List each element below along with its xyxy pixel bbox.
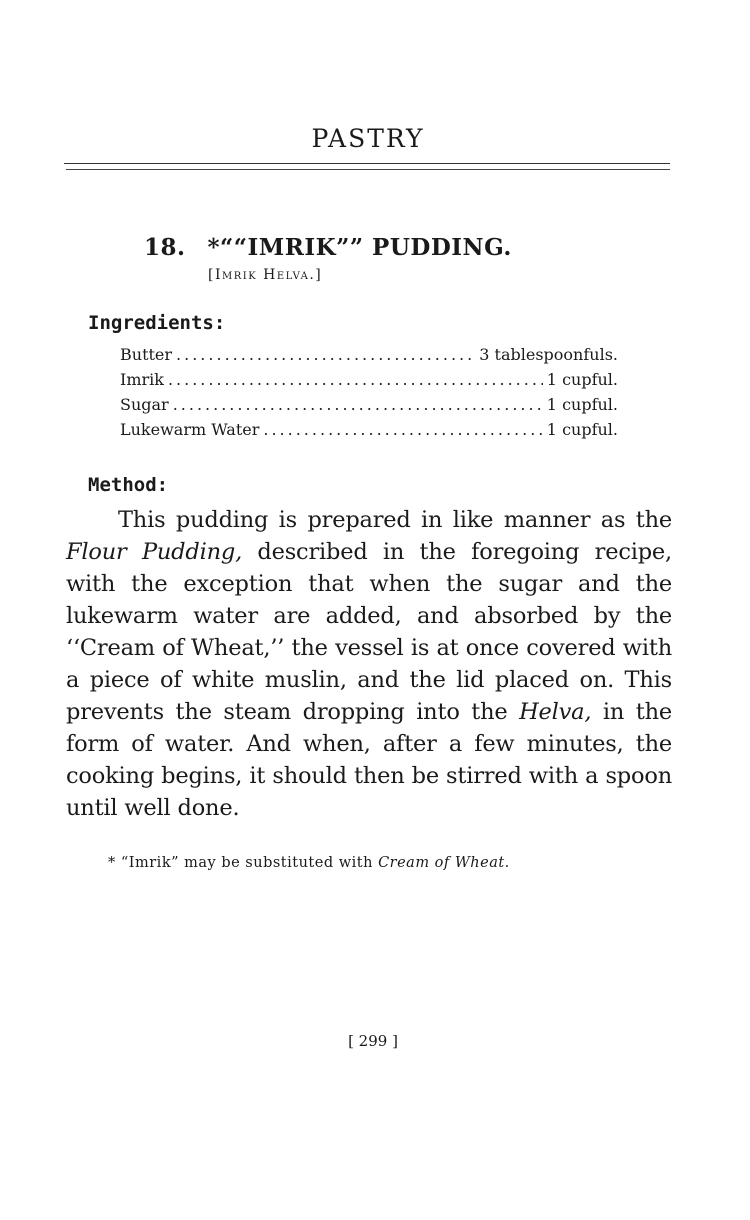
recipe-title [144,234,512,261]
method-heading: Method: [88,474,169,496]
method-italic-term: Helva, [519,699,592,725]
method-text-part: described in the foregoing recipe, with the exception that when the sugar and the lukewarm water are added, and absorbed by the ‘‘Cream of Wheat,’’ the vessel is at once covered with a piece of white muslin, and the lid placed on. This prevents the steam dropping into the [66,539,672,725]
ingredient-amount: 1 cupful. [546,370,618,389]
ingredients-list [120,345,618,445]
ingredient-item [120,420,618,445]
ingredient-amount: 1 cupful. [546,420,618,439]
ingredient-item [120,370,618,395]
ingredient-item [120,395,618,420]
ingredient-name: Lukewarm Water [120,420,260,439]
leader-dots [173,395,543,414]
header-rule-top [64,163,670,164]
recipe-subtitle: [Imrik Helva.] [208,267,323,283]
leader-dots [176,345,475,364]
method-paragraph [66,504,672,824]
method-text-part: This pudding is prepared in like manner as the [118,507,672,533]
footnote-text: * “Imrik” may be substituted with [108,855,379,871]
ingredient-item [120,345,618,370]
recipe-number: 18. [144,234,186,261]
header-rule-bottom [66,169,670,170]
ingredients-heading: Ingredients: [88,312,226,334]
footnote-italic: Cream of Wheat. [378,855,510,871]
method-text-part: in the form of water. And when, after a few minutes, the cooking begins, it should then be stirred with a spoon until well done. [66,699,672,821]
ingredient-amount: 3 tablespoonfuls. [479,345,618,364]
footnote [108,855,510,871]
recipe-name: *““IMRIK”” PUDDING. [207,234,512,261]
leader-dots [168,370,543,389]
page-number: [ 299 ] [348,1032,398,1050]
method-italic-term: Flour Pudding, [66,539,243,565]
leader-dots [263,420,542,439]
ingredient-amount: 1 cupful. [546,395,618,414]
ingredient-name: Sugar [120,395,169,414]
ingredient-name: Butter [120,345,173,364]
running-head: PASTRY [311,124,425,153]
ingredient-name: Imrik [120,370,164,389]
